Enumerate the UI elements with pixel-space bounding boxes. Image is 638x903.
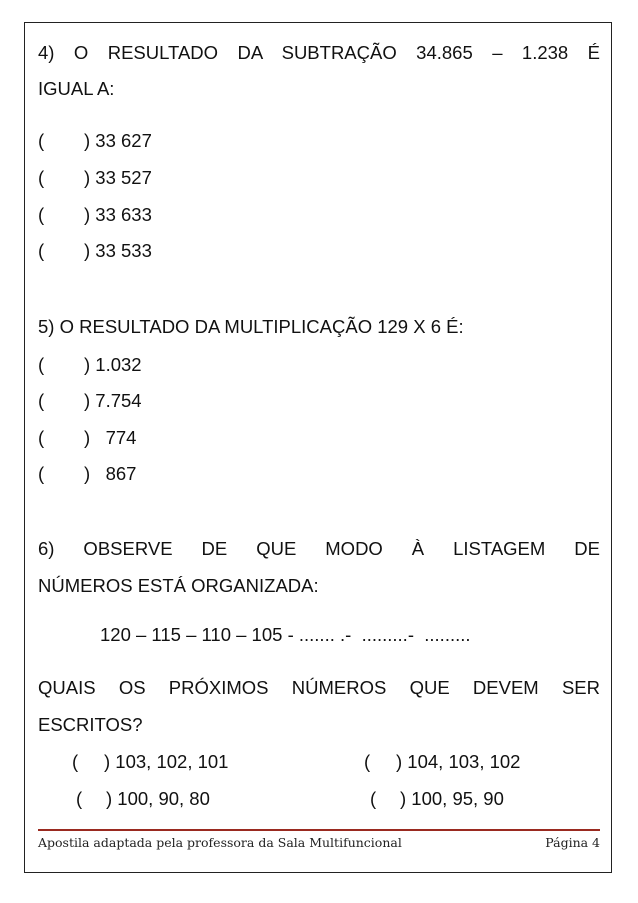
q6-option-c[interactable]: [76, 788, 210, 810]
q5-statement: 5) O RESULTADO DA MULTIPLICAÇÃO 129 X 6 É:: [38, 316, 464, 337]
option-text: ) 33 527: [84, 167, 152, 188]
option-text: ) 33 627: [84, 130, 152, 151]
option-checkbox[interactable]: (: [38, 130, 45, 151]
q4-option-b[interactable]: [38, 167, 152, 189]
option-text: ) 33 633: [84, 204, 152, 225]
q5-option-c[interactable]: [38, 427, 136, 449]
q6-number-sequence: 120 – 115 – 110 – 105 - ....... .- .........- .........: [100, 624, 471, 645]
option-checkbox[interactable]: (: [38, 390, 45, 411]
option-checkbox[interactable]: (: [76, 788, 83, 809]
option-text: ) 104, 103, 102: [396, 751, 521, 772]
option-text: ) 867: [84, 463, 137, 484]
q6-option-a[interactable]: [72, 751, 228, 773]
q4-statement-line2: IGUAL A:: [38, 78, 115, 99]
option-text: ) 100, 95, 90: [400, 788, 504, 809]
option-checkbox[interactable]: (: [364, 751, 371, 772]
option-checkbox[interactable]: (: [38, 463, 45, 484]
q4-option-d[interactable]: [38, 240, 152, 262]
q6-option-d[interactable]: [370, 788, 504, 810]
q4-statement-line1: 4) O RESULTADO DA SUBTRAÇÃO 34.865 – 1.238 É: [38, 42, 600, 63]
option-text: ) 100, 90, 80: [106, 788, 210, 809]
q5-option-b[interactable]: [38, 390, 142, 412]
option-checkbox[interactable]: (: [38, 204, 45, 225]
footer-text: Apostila adaptada pela professora da Sala Multifuncional: [38, 835, 402, 850]
q6-option-b[interactable]: [364, 751, 520, 773]
q6-question-line1: QUAIS OS PRÓXIMOS NÚMEROS QUE DEVEM SER: [38, 677, 600, 698]
page-number: Página 4: [545, 835, 600, 850]
option-text: ) 1.032: [84, 354, 142, 375]
q5-option-a[interactable]: [38, 354, 142, 376]
q4-option-c[interactable]: [38, 204, 152, 226]
q6-statement-line2: NÚMEROS ESTÁ ORGANIZADA:: [38, 575, 319, 596]
footer-divider: [38, 829, 600, 831]
option-text: ) 7.754: [84, 390, 142, 411]
option-checkbox[interactable]: (: [72, 751, 79, 772]
option-checkbox[interactable]: (: [38, 167, 45, 188]
option-text: ) 774: [84, 427, 137, 448]
option-checkbox[interactable]: (: [38, 354, 45, 375]
q6-statement-line1: 6) OBSERVE DE QUE MODO À LISTAGEM DE: [38, 538, 600, 559]
q5-option-d[interactable]: [38, 463, 136, 485]
option-checkbox[interactable]: (: [38, 240, 45, 261]
option-checkbox[interactable]: (: [370, 788, 377, 809]
option-text: ) 103, 102, 101: [104, 751, 229, 772]
q6-question-line2: ESCRITOS?: [38, 714, 143, 735]
option-text: ) 33 533: [84, 240, 152, 261]
option-checkbox[interactable]: (: [38, 427, 45, 448]
q4-option-a[interactable]: [38, 130, 152, 152]
